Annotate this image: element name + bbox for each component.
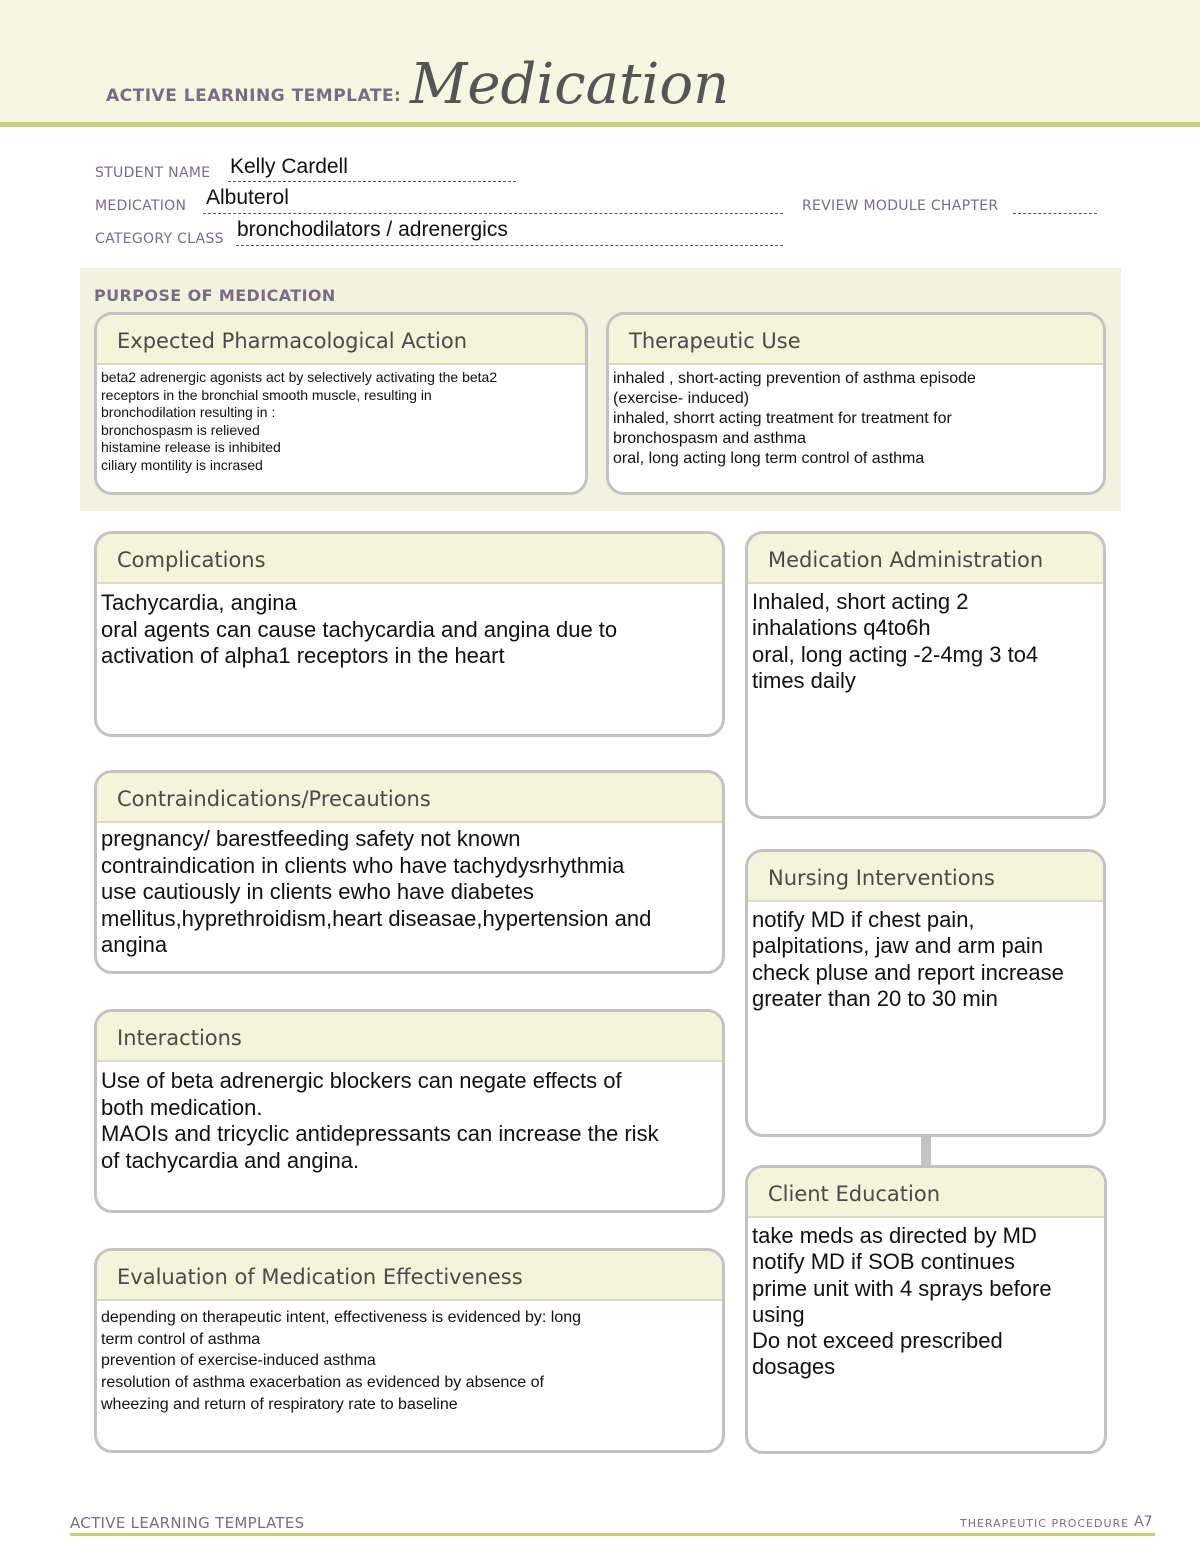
medication-administration-text[interactable]: Inhaled, short acting 2 inhalations q4to6h oral, long acting -2-4mg 3 to4 times daily [752, 589, 1039, 693]
page-title: Medication [410, 52, 730, 117]
footer-right: THERAPEUTIC PROCEDURE [960, 1517, 1130, 1530]
medication-underline [203, 213, 783, 214]
nursing-interventions-text[interactable]: notify MD if chest pain, palpitations, jaw and arm pain check pluse and report increase greater than 20 to 30 min [752, 907, 1064, 1011]
evaluation-title: Evaluation of Medication Effectiveness [97, 1251, 722, 1301]
review-module-label: REVIEW MODULE CHAPTER [802, 198, 999, 214]
category-class-label: CATEGORY CLASS [95, 231, 224, 247]
page-number: A7 [1134, 1514, 1153, 1530]
student-name-underline [228, 181, 516, 182]
therapeutic-use-title: Therapeutic Use [609, 315, 1103, 365]
student-name-label: STUDENT NAME [95, 165, 211, 181]
expected-action-text[interactable]: beta2 adrenergic agonists act by selectively activating the beta2 receptors in the bronchial smooth muscle, resulting in bronchodilation resulting in : bronchospasm is relieved histamine release is inhibited ciliary montility is incrased [101, 369, 498, 473]
medication-administration-title: Medication Administration [748, 534, 1103, 584]
medication-label: MEDICATION [95, 198, 187, 214]
therapeutic-use-box [606, 312, 1106, 495]
medication-field[interactable]: Albuterol [206, 186, 289, 209]
nursing-interventions-title: Nursing Interventions [748, 852, 1103, 902]
therapeutic-use-text[interactable]: inhaled , short-acting prevention of asthma episode (exercise- induced) inhaled, shorrt acting treatment for treatment for bronchospasm and asthma oral, long acting long term control of asthma [613, 370, 976, 467]
footer-divider [70, 1533, 1155, 1536]
student-name-field[interactable]: Kelly Cardell [230, 155, 348, 178]
purpose-title: PURPOSE OF MEDICATION [94, 286, 336, 305]
box-connector [921, 1136, 931, 1167]
interactions-title: Interactions [97, 1012, 722, 1062]
category-class-underline [236, 245, 783, 246]
footer-left: ACTIVE LEARNING TEMPLATES [70, 1514, 305, 1532]
interactions-text[interactable]: Use of beta adrenergic blockers can negate effects of both medication. MAOIs and tricyclic antidepressants can increase the risk of tachycardia and angina. [101, 1068, 659, 1173]
interactions-box [94, 1009, 725, 1213]
expected-action-title: Expected Pharmacological Action [97, 315, 585, 365]
complications-text[interactable]: Tachycardia, angina oral agents can cause tachycardia and angina due to activation of alpha1 receptors in the heart [101, 590, 618, 668]
complications-title: Complications [97, 534, 722, 584]
contraindications-box [94, 770, 725, 974]
client-education-text[interactable]: take meds as directed by MD notify MD if SOB continues prime unit with 4 sprays before using Do not exceed prescribed dosages [752, 1223, 1052, 1380]
evaluation-box [94, 1248, 725, 1453]
client-education-title: Client Education [748, 1168, 1104, 1218]
category-class-field[interactable]: bronchodilators / adrenergics [237, 218, 508, 241]
expected-action-box [94, 312, 588, 495]
evaluation-text[interactable]: depending on therapeutic intent, effectiveness is evidenced by: long term control of asthma prevention of exercise-induced asthma resolution of asthma exacerbation as evidenced by absence of wheezing and return of respiratory rate to baseline [101, 1309, 582, 1413]
template-label: ACTIVE LEARNING TEMPLATE: [106, 86, 402, 106]
complications-box [94, 531, 725, 737]
review-module-underline [1013, 213, 1097, 214]
nursing-interventions-box [745, 849, 1106, 1137]
contraindications-text[interactable]: pregnancy/ barestfeeding safety not known contraindication in clients who have tachydysrhythmia use cautiously in clients ewho have diabetes mellitus,hyprethroidism,heart diseasae,hypertension and angina [101, 826, 652, 957]
contraindications-title: Contraindications/Precautions [97, 773, 722, 823]
client-education-box [745, 1165, 1107, 1454]
header-divider [0, 122, 1200, 127]
medication-administration-box [745, 531, 1106, 819]
